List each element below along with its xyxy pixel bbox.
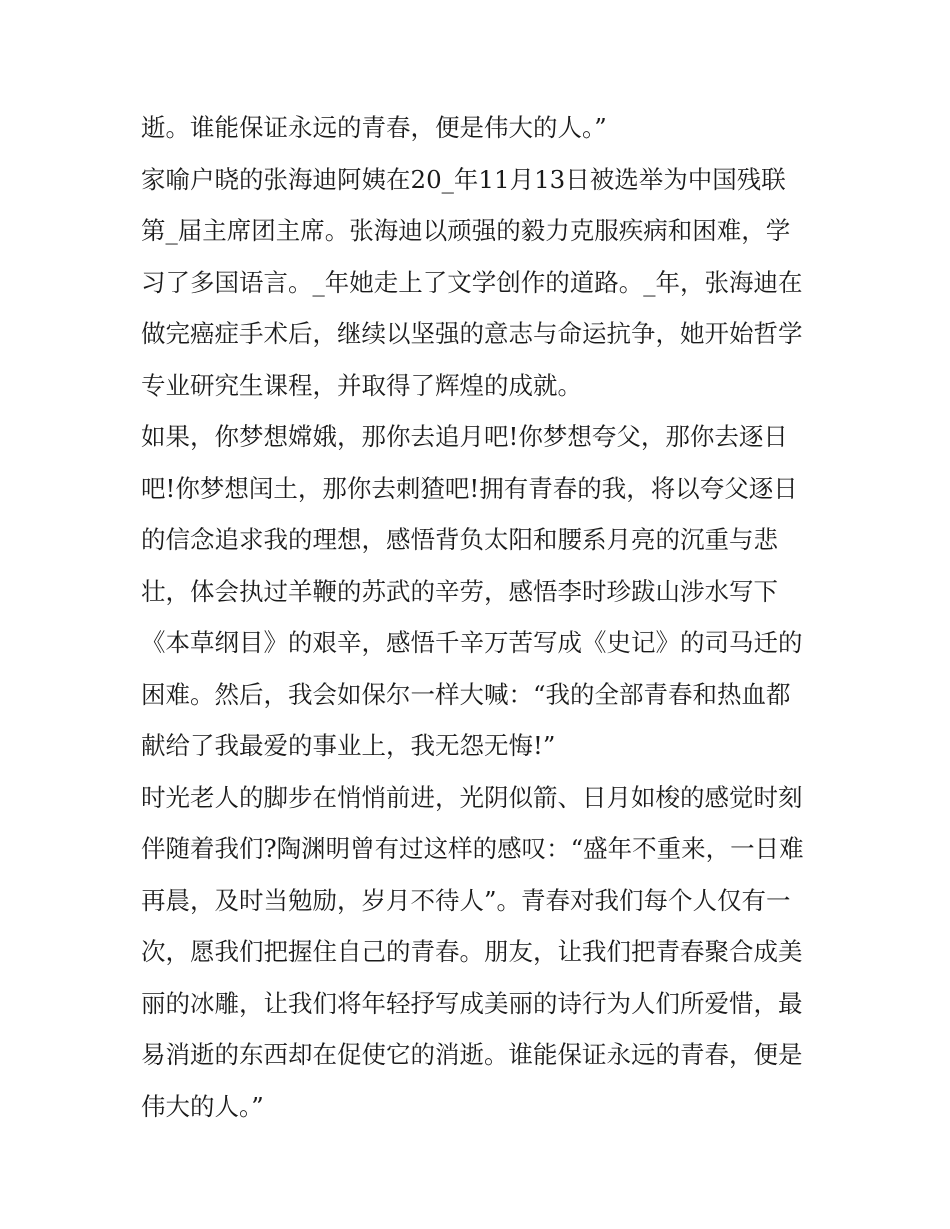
text-line: 逝。谁能保证永远的青春，便是伟大的人。” xyxy=(141,113,607,142)
text-line: 如果，你梦想嫦娥，那你去追月吧!你梦想夸父，那你去逐日 xyxy=(141,422,788,451)
text-line: 家喻户晓的张海迪阿姨在20_年11月13日被选举为中国残联 xyxy=(141,164,786,194)
text-line: 的信念追求我的理想，感悟背负太阳和腰系月亮的沉重与悲 xyxy=(141,525,778,554)
text-line: 时光老人的脚步在悄悄前进，光阴似箭、日月如梭的感觉时刻 xyxy=(141,782,803,812)
text-line: 伟大的人。” xyxy=(141,1091,264,1121)
text-line: 丽的冰雕，让我们将年轻抒写成美丽的诗行为人们所爱惜，最 xyxy=(141,988,803,1018)
text-line: 困难。然后，我会如保尔一样大喊：“我的全部青春和热血都 xyxy=(141,679,791,709)
text-line: 做完癌症手术后，继续以坚强的意志与命运抗争，她开始哲学 xyxy=(141,319,803,348)
text-line: 献给了我最爱的事业上，我无怨无悔!” xyxy=(141,731,556,760)
text-line: 再晨，及时当勉励，岁月不待人”。青春对我们每个人仅有一 xyxy=(141,885,791,915)
text-line: 易消逝的东西却在促使它的消逝。谁能保证永远的青春，便是 xyxy=(141,1040,803,1069)
text-line: 专业研究生课程，并取得了辉煌的成就。 xyxy=(141,370,582,400)
text-line: 壮，体会执过羊鞭的苏武的辛劳，感悟李时珍跋山涉水写下 xyxy=(141,576,778,606)
text-line: 吧!你梦想闰土，那你去刺猹吧!拥有青春的我，将以夸父逐日 xyxy=(141,473,798,503)
text-line: 《本草纲目》的艰辛，感悟千辛万苦写成《史记》的司马迁的 xyxy=(141,628,803,657)
text-line: 次，愿我们把握住自己的青春。朋友，让我们把青春聚合成美 xyxy=(141,937,803,966)
text-line: 伴随着我们?陶渊明曾有过这样的感叹：“盛年不重来，一日难 xyxy=(141,834,804,863)
text-line: 习了多国语言。_年她走上了文学创作的道路。_年，张海迪在 xyxy=(141,267,803,297)
document-body xyxy=(141,102,816,1132)
text-line: 第_届主席团主席。张海迪以顽强的毅力克服疾病和困难，学 xyxy=(141,216,791,245)
